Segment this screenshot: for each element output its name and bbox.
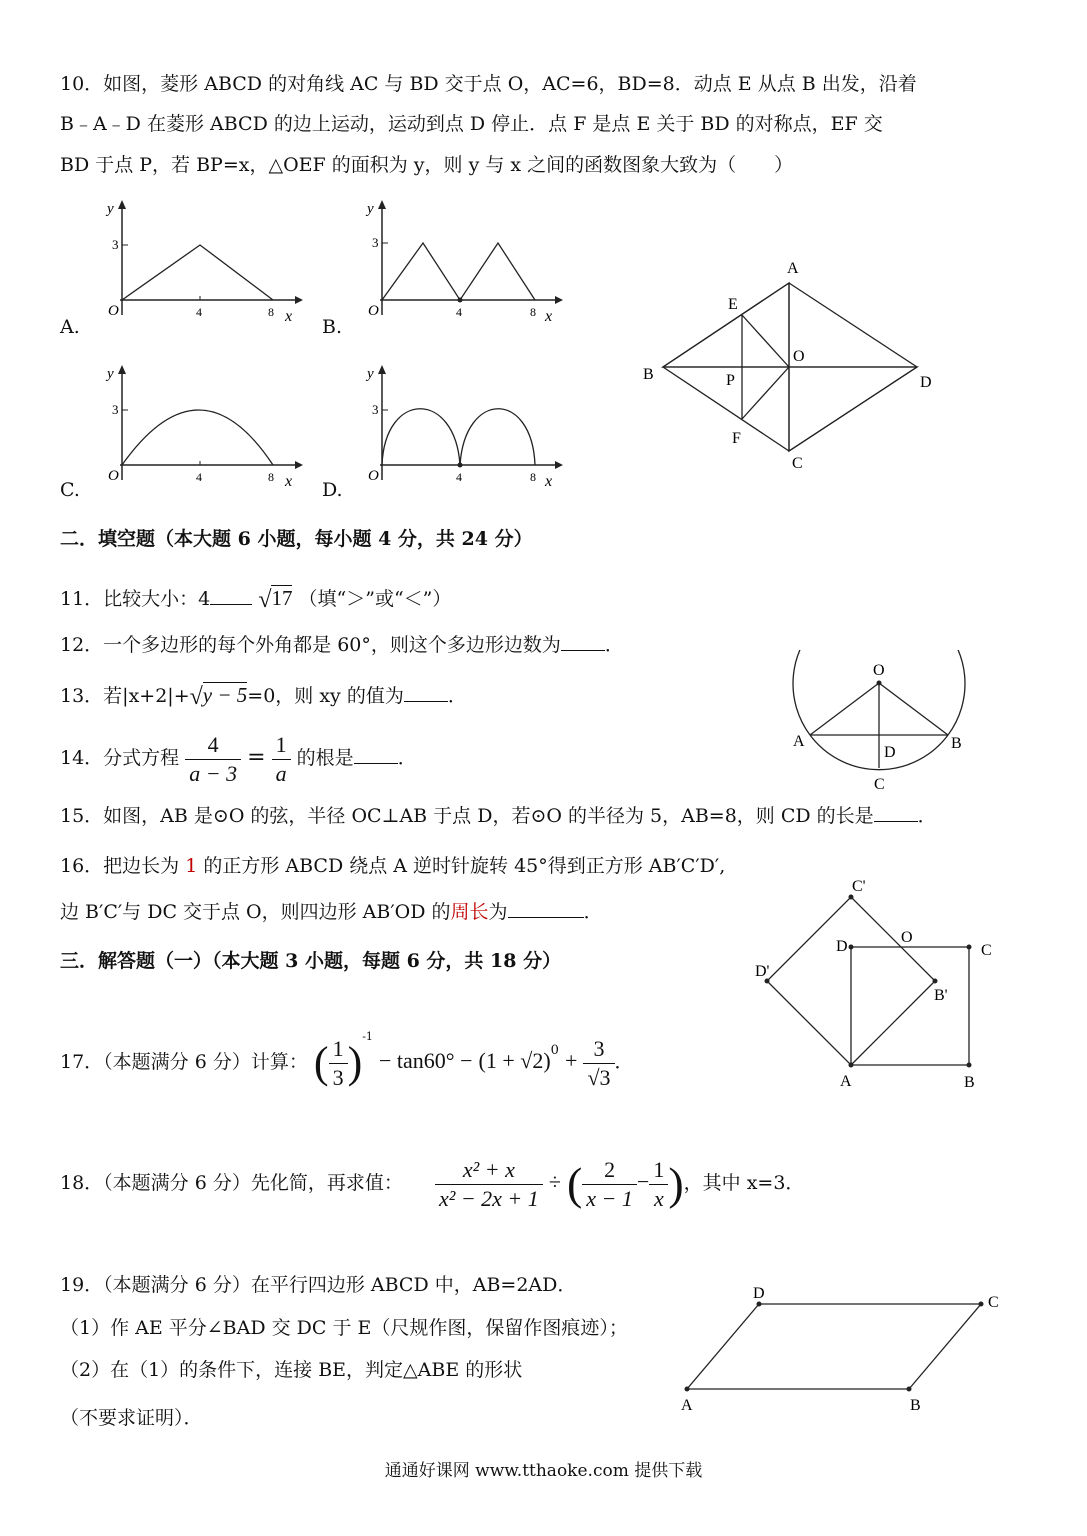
- svg-text:y: y: [107, 366, 114, 382]
- q17-frac2: [583, 1035, 614, 1092]
- q17-d1: 3: [332, 1064, 344, 1090]
- svg-text:D: D: [920, 374, 932, 391]
- svg-text:B: B: [964, 1074, 975, 1091]
- q16-perimeter: 周长: [450, 901, 489, 923]
- q18-n3: 1: [649, 1156, 668, 1185]
- svg-text:O: O: [793, 348, 805, 365]
- rhombus-figure: [635, 255, 945, 475]
- q10-line1: 10．如图，菱形 ABCD 的对角线 AC 与 BD 交于点 O，AC=6，BD=8．动点 E 从点 B 出发，沿着: [60, 73, 917, 95]
- q17-n2: 3: [583, 1035, 614, 1064]
- q17-d2: √3: [587, 1064, 611, 1090]
- svg-text:C: C: [792, 455, 803, 472]
- q13-root: y − 5: [202, 683, 248, 707]
- q17-exp1: -1: [362, 1030, 373, 1043]
- section2-heading: 二．填空题（本大题 6 小题，每小题 4 分，共 24 分）: [60, 528, 533, 550]
- svg-text:8: 8: [268, 305, 274, 319]
- svg-text:D': D': [755, 963, 770, 980]
- svg-text:3: 3: [372, 235, 379, 250]
- q11-post: （填“＞”或“＜”）: [298, 588, 452, 610]
- page-footer: 通通好课网 www.tthaoke.com 提供下载: [384, 1461, 703, 1481]
- q16-line2: [60, 899, 603, 925]
- q15: [60, 803, 937, 829]
- svg-text:x: x: [285, 308, 293, 325]
- svg-text:B: B: [910, 1397, 921, 1414]
- graph-c: [95, 360, 305, 490]
- svg-text:A: A: [681, 1397, 693, 1414]
- q14-eq: =: [247, 745, 266, 770]
- graph-b: [355, 195, 565, 325]
- option-a-label: A.: [60, 316, 80, 338]
- svg-text:B: B: [643, 366, 654, 383]
- q18-frac3: [649, 1156, 668, 1213]
- graph-d: [355, 360, 565, 490]
- q17-frac1: [329, 1035, 348, 1092]
- q14-post: 的根是: [296, 747, 354, 769]
- svg-text:O: O: [368, 468, 379, 484]
- q18-minus: −: [636, 1169, 650, 1194]
- svg-text:D: D: [836, 938, 848, 955]
- q16-post: 的正方形 ABCD 绕点 A 逆时针旋转 45°得到正方形 AB′C′D′,: [197, 855, 726, 877]
- q13-mid: =0，则 xy 的值为: [247, 685, 404, 707]
- q17-mid: − tan60° −: [378, 1048, 473, 1073]
- q18-div: ÷: [548, 1169, 561, 1194]
- q16-line1: [60, 853, 725, 879]
- svg-text:O: O: [108, 303, 119, 319]
- q15-blank[interactable]: [874, 803, 918, 822]
- svg-text:O: O: [873, 662, 885, 679]
- circle-figure: [780, 650, 980, 795]
- q18-num: x² + x: [435, 1156, 543, 1185]
- svg-text:4: 4: [196, 305, 202, 319]
- q10-line2: B﹣A﹣D 在菱形 ABCD 的边上运动，运动到点 D 停止．点 F 是点 E 关于 BD 的对称点，EF 交: [60, 113, 883, 135]
- svg-text:8: 8: [530, 470, 536, 484]
- q18-pre: 18．（本题满分 6 分）先化简，再求值：: [60, 1172, 403, 1194]
- svg-text:x: x: [545, 308, 553, 325]
- graph-a: [95, 195, 305, 325]
- svg-text:O: O: [901, 929, 913, 946]
- q18: 18．（本题满分 6 分）先化简，再求值： $\frac{\text{x² + x}}{\text{x² − 2x + 1}}$ ÷ ( $\frac{2}{x - 1}$ − $\frac{1}{x}$ )，其中 x=3．: [60, 1156, 805, 1211]
- svg-text:4: 4: [456, 470, 462, 484]
- q18-frac1: [435, 1156, 543, 1213]
- q13-blank[interactable]: [404, 683, 448, 702]
- q14: [60, 730, 417, 788]
- q18-post: ，其中 x=3．: [683, 1172, 805, 1194]
- q14-den1: a − 3: [189, 760, 238, 786]
- q12: [60, 632, 624, 658]
- svg-text:y: y: [367, 366, 374, 382]
- q19-line3: （2）在（1）的条件下，连接 BE，判定△ABE 的形状: [60, 1359, 523, 1381]
- q14-num1: 4: [185, 731, 241, 760]
- q14-end: ．: [397, 747, 417, 769]
- parallelogram-figure: [670, 1280, 1010, 1420]
- svg-text:D: D: [884, 744, 896, 761]
- q12-blank[interactable]: [561, 632, 605, 651]
- svg-text:B: B: [951, 735, 962, 752]
- svg-text:4: 4: [196, 470, 202, 484]
- q19-line2: （1）作 AE 平分∠BAD 交 DC 于 E（尺规作图，保留作图痕迹）；: [60, 1317, 628, 1339]
- q18-n2: 2: [582, 1156, 637, 1185]
- svg-text:8: 8: [268, 470, 274, 484]
- svg-text:y: y: [107, 201, 114, 217]
- q18-frac2: [582, 1156, 637, 1213]
- svg-text:O: O: [108, 468, 119, 484]
- q16-pre: 16．把边长为: [60, 855, 186, 877]
- q17-end: ．: [614, 1051, 634, 1073]
- q14-frac2: [272, 731, 291, 788]
- svg-text:y: y: [367, 201, 374, 217]
- q17-exp2: 0: [550, 1043, 559, 1058]
- q18-den: x² − 2x + 1: [438, 1185, 539, 1211]
- sqrt-sign-icon: √: [258, 587, 272, 613]
- svg-text:C: C: [981, 942, 992, 959]
- svg-text:P: P: [726, 372, 735, 389]
- q18-d2: x − 1: [586, 1185, 633, 1211]
- q14-blank[interactable]: [354, 745, 398, 764]
- svg-text:A: A: [787, 260, 799, 277]
- q11-root: 17: [271, 586, 293, 610]
- option-b-label: B.: [322, 316, 343, 338]
- q19-line4: （不要求证明）．: [60, 1407, 203, 1429]
- svg-text:C: C: [988, 1294, 999, 1311]
- svg-text:A: A: [793, 733, 805, 750]
- q17: 17．（本题满分 6 分）计算： ( $\frac{1}{3}$ )$^{-1} - \tan 60^\circ - (1 + √2)^0$ + $\frac{3}{√3}$ ．: [60, 1030, 634, 1090]
- q13: [60, 682, 467, 710]
- q11: [60, 585, 451, 613]
- svg-text:C': C': [852, 878, 866, 895]
- svg-text:B': B': [934, 987, 948, 1004]
- q19-line1: 19．（本题满分 6 分）在平行四边形 ABCD 中，AB=2AD．: [60, 1274, 577, 1296]
- q14-num2: 1: [272, 731, 291, 760]
- q10-line3: BD 于点 P，若 BP=x，△OEF 的面积为 y，则 y 与 x 之间的函数图象大致为（ ）: [60, 154, 794, 176]
- q15-end: ．: [917, 805, 937, 827]
- q17-pre: 17．（本题满分 6 分）计算：: [60, 1051, 308, 1073]
- sqrt-sign-icon: √: [189, 684, 203, 710]
- svg-text:A: A: [840, 1073, 852, 1090]
- svg-text:D: D: [753, 1285, 765, 1302]
- svg-text:x: x: [545, 473, 553, 490]
- q16-line2-post: 为: [488, 901, 508, 923]
- svg-text:F: F: [732, 430, 741, 447]
- q12-end: ．: [604, 634, 624, 656]
- svg-text:O: O: [368, 303, 379, 319]
- q14-frac1: [185, 731, 241, 788]
- q17-n1: 1: [329, 1035, 348, 1064]
- svg-text:8: 8: [530, 305, 536, 319]
- section3-heading: 三．解答题（一）（本大题 3 小题，每题 6 分，共 18 分）: [60, 950, 562, 972]
- q12-text: 12．一个多边形的每个外角都是 60°，则这个多边形边数为: [60, 634, 561, 656]
- q13-pre: 13．若|x+2|+: [60, 685, 190, 707]
- svg-text:C: C: [874, 776, 885, 793]
- option-c-label: C.: [60, 479, 80, 501]
- svg-text:E: E: [728, 296, 738, 313]
- q16-line2-pre: 边 B′C′与 DC 交于点 O，则四边形 AB′OD 的: [60, 901, 451, 923]
- q14-pre: 14．分式方程: [60, 747, 180, 769]
- q15-text: 15．如图，AB 是⊙O 的弦，半径 OC⊥AB 于点 D，若⊙O 的半径为 5，AB=8，则 CD 的长是: [60, 805, 874, 827]
- q16-blank[interactable]: [508, 899, 584, 918]
- q13-end: ．: [447, 685, 467, 707]
- option-d-label: D.: [322, 479, 343, 501]
- q18-d3: x: [653, 1185, 664, 1211]
- q11-pre: 11．比较大小：4: [60, 588, 211, 610]
- q16-end: ．: [583, 901, 603, 923]
- q17-paren: (1 + √2): [478, 1048, 551, 1073]
- q14-den2: a: [275, 760, 287, 786]
- svg-text:4: 4: [456, 305, 462, 319]
- square-figure: [750, 872, 1010, 1092]
- q17-plus: +: [565, 1048, 578, 1073]
- svg-text:3: 3: [112, 237, 119, 252]
- q16-one: 1: [185, 855, 198, 877]
- svg-text:3: 3: [372, 402, 379, 417]
- svg-text:x: x: [285, 473, 293, 490]
- svg-text:3: 3: [112, 402, 119, 417]
- q11-blank[interactable]: [210, 586, 252, 605]
